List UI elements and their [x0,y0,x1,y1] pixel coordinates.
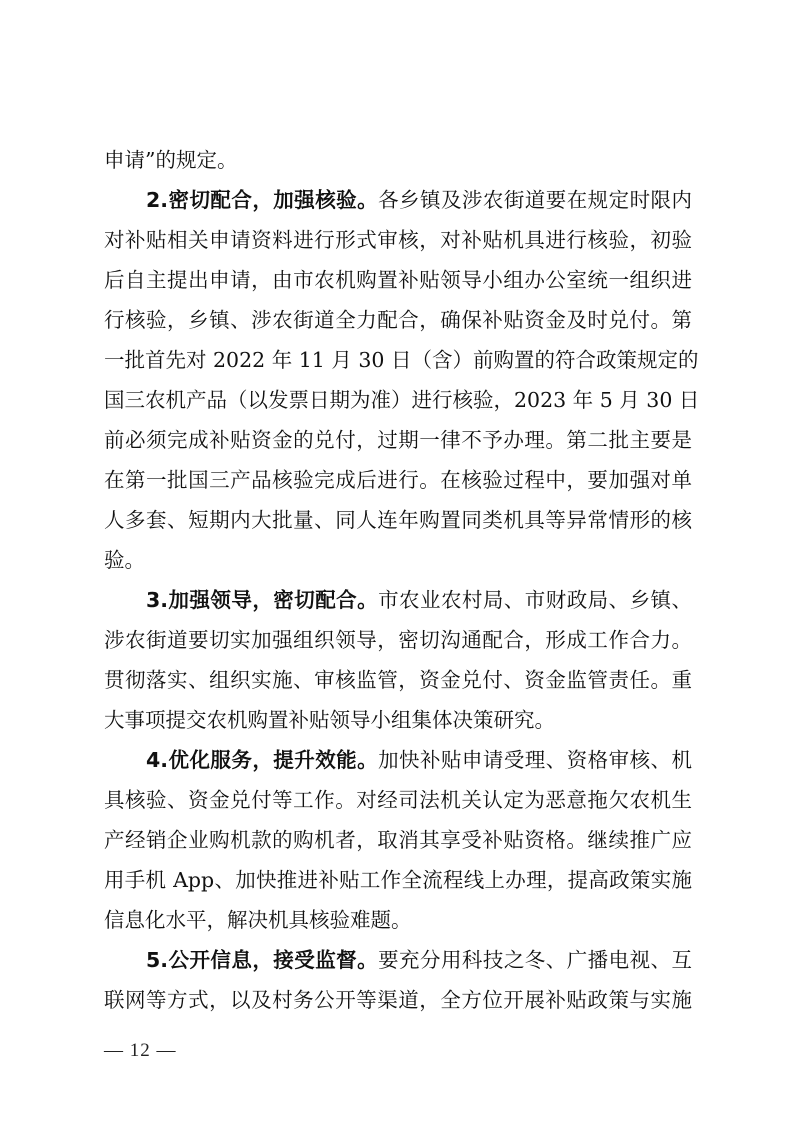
document-body [104,140,700,1020]
text-line: 联网等方式，以及村务公开等渠道，全方位开展补贴政策与实施 [104,988,692,1012]
text-line: 行核验，乡镇、涉农街道全力配合，确保补贴资金及时兑付。第 [104,308,692,332]
text-line: 大事项提交农机购置补贴领导小组集体决策研究。 [104,708,555,732]
text-line: 贯彻落实、组织实施、审核监管，资金兑付、资金监管责任。重 [104,668,692,692]
text-line: 具核验、资金兑付等工作。对经司法机关认定为恶意拖欠农机生 [104,788,692,812]
text-line: 产经销企业购机款的购机者，取消其享受补贴资格。继续推广应 [104,828,692,852]
section-4-heading: 4.优化服务，提升效能。 [146,748,379,772]
section-4-heading-line: 4.优化服务，提升效能。加快补贴申请受理、资格审核、机 [146,748,692,772]
section-2-heading-line: 2.密切配合，加强核验。各乡镇及涉农街道要在规定时限内 [146,188,692,212]
text-line: 一批首先对 2022 年 11 月 30 日（含）前购置的符合政策规定的 [104,348,699,372]
text-line: 信息化水平，解决机具核验难题。 [104,908,412,932]
text-line: 涉农街道要切实加强组织领导，密切沟通配合，形成工作合力。 [104,628,692,652]
section-3-heading-line: 3.加强领导，密切配合。市农业农村局、市财政局、乡镇、 [146,588,692,612]
text-line: 国三农机产品（以发票日期为准）进行核验，2023 年 5 月 30 日 [104,388,700,412]
text-line: 在第一批国三产品核验完成后进行。在核验过程中，要加强对单 [104,468,692,492]
text-line: 对补贴相关申请资料进行形式审核，对补贴机具进行核验，初验 [104,228,692,252]
text-line: 申请”的规定。 [104,148,238,172]
text-line: 后自主提出申请，由市农机购置补贴领导小组办公室统一组织进 [104,268,692,292]
text-line: 前必须完成补贴资金的兑付，过期一律不予办理。第二批主要是 [104,428,692,452]
text-line: 验。 [104,548,145,572]
page-number: — 12 — [104,1040,177,1061]
section-5-heading: 5.公开信息，接受监督。 [146,948,379,972]
section-5-heading-line: 5.公开信息，接受监督。要充分用科技之冬、广播电视、互 [146,948,692,972]
text-line: 人多套、短期内大批量、同人连年购置同类机具等异常情形的核 [104,508,692,532]
text-line: 用手机 App、加快推进补贴工作全流程线上办理，提高政策实施 [104,868,692,892]
section-3-heading: 3.加强领导，密切配合。 [146,588,379,612]
section-2-heading: 2.密切配合，加强核验。 [146,188,379,212]
